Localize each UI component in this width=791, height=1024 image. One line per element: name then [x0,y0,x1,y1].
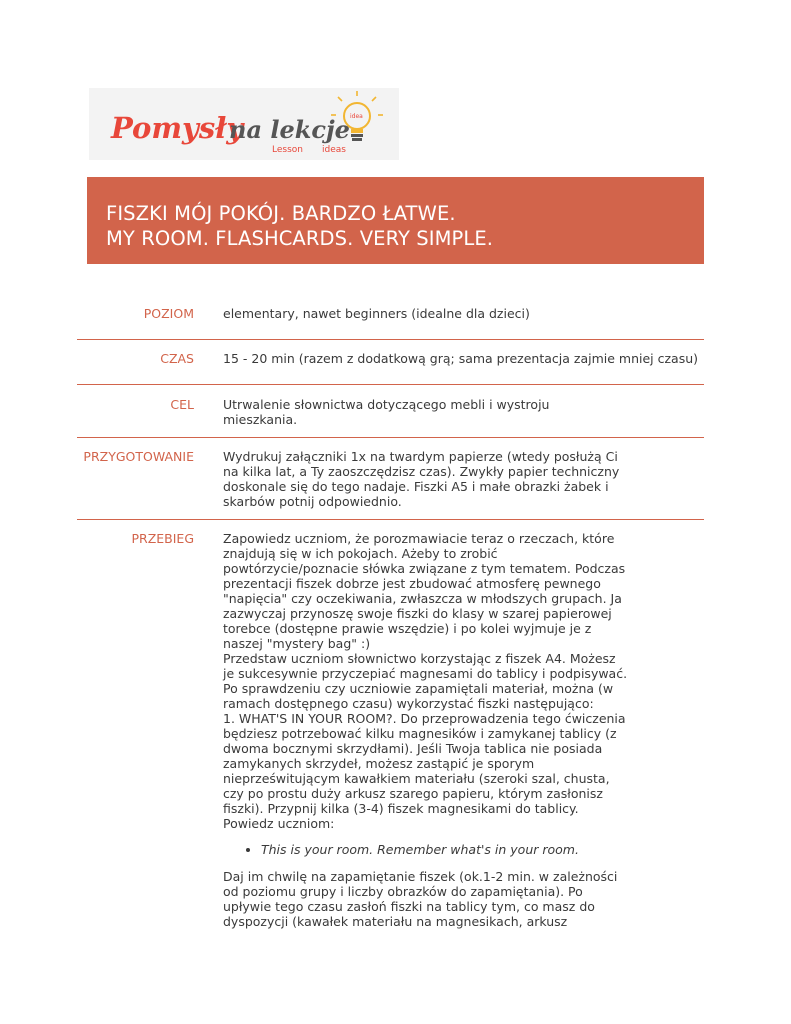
title-line-2: MY ROOM. FLASHCARDS. VERY SIMPLE. [106,227,494,250]
row-label: CZAS [160,351,194,366]
logo-graphic [89,88,399,160]
brand-logo [89,88,399,160]
divider [77,519,704,520]
logo-tagline-left: Lesson [272,145,303,155]
logo-wordmark-main: Pomysły [111,111,244,145]
row-value: Wydrukuj załączniki 1x na twardym papierze (wtedy posłużą Ci na kilka lat, a Ty zaoszczędzisz czas). Zwykły papier techniczny doskonale się do tego nadaje. Fiszki A5 i małe obrazki żabek i skarbów potnij odpowiednio. [223,449,620,509]
row-label: CEL [170,397,194,412]
row-value: Utrwalenie słownictwa dotyczącego mebli i wystroju mieszkania. [223,397,550,427]
bullet-item: • This is your room. Remember what's in your room. [261,842,628,857]
divider [77,339,704,340]
logo-bulb-text: idea [350,113,363,120]
logo-tagline-right: ideas [322,145,346,155]
row-label: POZIOM [143,306,194,321]
logo-wordmark-secondary: na lekcje [229,115,350,144]
divider [77,437,704,438]
przebieg-content [223,531,628,929]
paragraph: Daj im chwilę na zapamiętanie fiszek (ok.1-2 min. w zależności od poziomu grupy i liczby obrazków do zapamiętania). Po upływie tego czasu zasłoń fiszki na tablicy tym, co masz do dyspozycji (kawałek materiału na magnesikach, arkusz [223,869,618,929]
title-banner [87,177,704,264]
paragraph: Zapowiedz uczniom, że porozmawiacie teraz o rzeczach, które znajdują się w ich pokojach. Ażeby to zrobić powtórzycie/poznacie słówka związane z tym tematem. Podczas prezentacji fiszek dobrze jest zbudować atmosferę pewnego "napięcia" czy oczekiwania, zwłaszcza w młodszych grupach. Ja zazwyczaj przynoszę swoje fiszki do klasy w szarej papierowej torebce (dostępne prawie wszędzie) i po kolei wyjmuje je z naszej "mystery bag" :) [223,531,626,651]
row-value: 15 - 20 min (razem z dodatkową grą; sama prezentacja zajmie mniej czasu) [223,351,698,366]
bullet-list [223,842,628,857]
divider [77,384,704,385]
row-label: PRZYGOTOWANIE [83,449,194,464]
row-value: elementary, nawet beginners (idealne dla dzieci) [223,306,530,321]
title-line-1: FISZKI MÓJ POKÓJ. BARDZO ŁATWE. [106,202,456,225]
paragraph: Przedstaw uczniom słownictwo korzystając z fiszek A4. Możesz je sukcesywnie przyczepiać magnesami do tablicy i podpisywać. Po sprawdzeniu czy uczniowie zapamiętali materiał, można (w ramach dostępnego czasu) wykorzystać fiszki następująco: [223,651,628,711]
row-label: PRZEBIEG [131,531,194,546]
paragraph: 1. WHAT'S IN YOUR ROOM?. Do przeprowadzenia tego ćwiczenia będziesz potrzebować kilku magnesików i zamykanej tablicy (z dwoma bocznymi skrzydłami). Jeśli Twoja tablica nie posiada zamykanych skrzydeł, możesz zastąpić je sporym nieprześwitującym kawałkiem materiału (szeroki szal, chusta, czy po prostu duży arkusz szarego papieru, którym zasłonisz fiszki). Przypnij kilka (3-4) fiszek magnesikami do tablicy. Powiedz uczniom: [223,711,626,831]
